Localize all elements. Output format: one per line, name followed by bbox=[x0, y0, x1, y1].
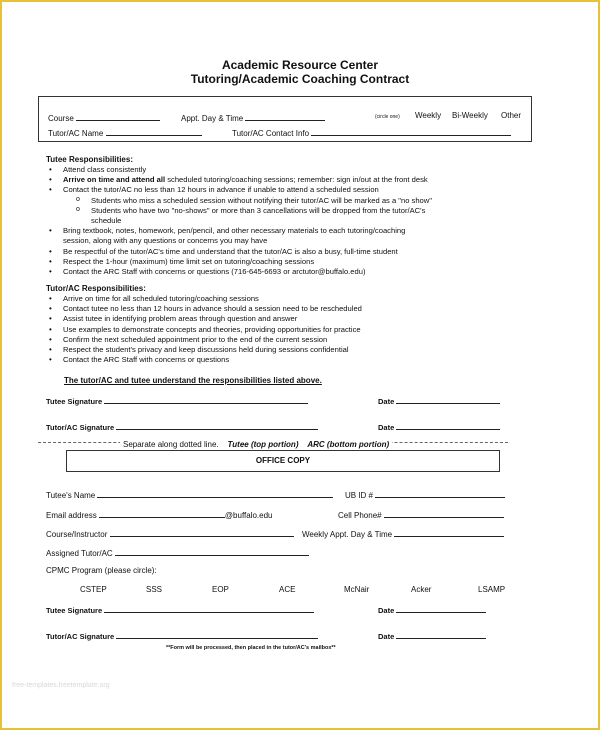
cell-phone-field[interactable]: Cell Phone# bbox=[338, 508, 504, 520]
office-tutee-signature-field[interactable]: Tutee Signature bbox=[46, 603, 314, 615]
list-item: o Students who have two "no-shows" or more than 3 cancellations will be dropped from the tutor/AC's bbox=[46, 206, 432, 216]
program-lsamp[interactable]: LSAMP bbox=[478, 585, 506, 594]
tutee-date-field[interactable]: Date bbox=[378, 394, 500, 406]
tutor-date-field[interactable]: Date bbox=[378, 420, 500, 432]
list-item: • Contact tutee no less than 12 hours in advance should a session need to be rescheduled bbox=[46, 304, 362, 314]
list-item: • Confirm the next scheduled appointment prior to the end of the current session bbox=[46, 335, 362, 345]
office-tutor-signature-line bbox=[116, 629, 318, 639]
list-item: • Respect the student's privacy and keep discussions held during sessions confidential bbox=[46, 345, 362, 355]
tutor-signature-field[interactable]: Tutor/AC Signature bbox=[46, 420, 318, 432]
list-item: • Contact the ARC Staff with concerns or questions (716-645-6693 or arctutor@buffalo.edu) bbox=[46, 267, 432, 277]
list-item: • Respect the 1-hour (maximum) time limit set on tutoring/coaching sessions bbox=[46, 257, 432, 267]
office-tutee-date-field[interactable]: Date bbox=[378, 603, 486, 615]
assigned-tutor-line bbox=[115, 546, 309, 556]
ub-id-line bbox=[375, 488, 505, 498]
program-mcnair[interactable]: McNair bbox=[344, 585, 370, 594]
list-item: • Arrive on time and attend all scheduled tutoring/coaching sessions; remember: sign in/out at the front desk bbox=[46, 175, 432, 185]
appt-field[interactable]: Appt. Day & Time bbox=[181, 111, 325, 123]
freq-weekly[interactable]: Weekly bbox=[415, 111, 442, 120]
assigned-tutor-field[interactable]: Assigned Tutor/AC bbox=[46, 546, 309, 558]
list-item: • Bring textbook, notes, homework, pen/pencil, and other necessary materials to each tutoring/coaching bbox=[46, 226, 432, 236]
course-info-box bbox=[38, 96, 532, 142]
list-item: • Assist tutee in identifying problem areas through question and answer bbox=[46, 314, 362, 324]
list-item: • Be respectful of the tutor/AC's time and understand that the tutor/AC is also a busy, full-time student bbox=[46, 247, 432, 257]
freq-biweekly[interactable]: Bi-Weekly bbox=[452, 111, 488, 120]
list-item: • Use examples to demonstrate concepts and theories, providing opportunities for practice bbox=[46, 325, 362, 335]
office-tutee-date-line bbox=[396, 603, 486, 613]
tutee-heading: Tutee Responsibilities: bbox=[46, 155, 133, 164]
list-item: • Contact the tutor/AC no less than 12 hours in advance if unable to attend a scheduled session bbox=[46, 185, 432, 195]
list-item: • Arrive on time for all scheduled tutoring/coaching sessions bbox=[46, 294, 362, 304]
list-item: o Students who miss a scheduled session without notifying their tutor/AC will be marked as a "no show" bbox=[46, 196, 432, 206]
appt-line bbox=[245, 111, 325, 121]
tutee-list bbox=[46, 165, 432, 277]
tutee-date-line bbox=[396, 394, 500, 404]
tutee-signature-field[interactable]: Tutee Signature bbox=[46, 394, 308, 406]
office-tutor-date-field[interactable]: Date bbox=[378, 629, 486, 641]
office-copy-box: OFFICE COPY bbox=[66, 450, 500, 472]
course-field[interactable]: Course bbox=[48, 111, 160, 123]
tutor-heading: Tutor/AC Responsibilities: bbox=[46, 284, 146, 293]
program-sss[interactable]: SSS bbox=[146, 585, 163, 594]
tutor-contact-line bbox=[311, 126, 511, 136]
cell-phone-line bbox=[384, 508, 504, 518]
email-field[interactable]: Email address @buffalo.edu bbox=[46, 508, 273, 520]
tutee-signature-line bbox=[104, 394, 308, 404]
weekly-appt-line bbox=[394, 527, 504, 537]
course-instructor-field[interactable]: Course/Instructor bbox=[46, 527, 294, 539]
tutee-name-line bbox=[97, 488, 333, 498]
tutor-name-field[interactable]: Tutor/AC Name bbox=[48, 126, 202, 138]
program-cstep[interactable]: CSTEP bbox=[80, 585, 107, 594]
email-line bbox=[99, 508, 225, 518]
office-tutor-signature-field[interactable]: Tutor/AC Signature bbox=[46, 629, 318, 641]
list-item: schedule bbox=[91, 216, 122, 226]
program-acker[interactable]: Acker bbox=[411, 585, 432, 594]
course-line bbox=[76, 111, 160, 121]
office-tutor-date-line bbox=[396, 629, 486, 639]
watermark: free-templates.freetemplate.org bbox=[12, 682, 110, 689]
separator-note: Separate along dotted line. Tutee (top portion) ARC (bottom portion) bbox=[120, 440, 392, 449]
list-item: • Contact the ARC Staff with concerns or questions bbox=[46, 355, 362, 365]
weekly-appt-field[interactable]: Weekly Appt. Day & Time bbox=[302, 527, 504, 539]
agreement-statement: The tutor/AC and tutee understand the responsibilities listed above. bbox=[64, 376, 322, 385]
circle-one-note: (circle one) bbox=[375, 114, 400, 120]
tutor-name-line bbox=[106, 126, 202, 136]
list-item: • Attend class consistently bbox=[46, 165, 432, 175]
tutor-list bbox=[46, 294, 362, 365]
tutor-contact-field[interactable]: Tutor/AC Contact Info bbox=[232, 126, 511, 138]
cpmc-label: CPMC Program (please circle): bbox=[46, 566, 157, 575]
header-line-1: Academic Resource Center bbox=[221, 58, 379, 72]
office-tutee-signature-line bbox=[104, 603, 314, 613]
course-instructor-line bbox=[110, 527, 294, 537]
program-eop[interactable]: EOP bbox=[212, 585, 229, 594]
tutor-date-line bbox=[396, 420, 500, 430]
footer-note: **Form will be processed, then placed in the tutor/AC's mailbox** bbox=[166, 645, 336, 651]
tutee-name-field[interactable]: Tutee's Name bbox=[46, 488, 333, 500]
freq-other[interactable]: Other bbox=[501, 111, 522, 120]
list-item: session, along with any questions or concerns you may have bbox=[63, 236, 268, 246]
tutor-signature-line bbox=[116, 420, 318, 430]
program-ace[interactable]: ACE bbox=[279, 585, 296, 594]
header-line-2: Tutoring/Academic Coaching Contract bbox=[190, 72, 410, 86]
ub-id-field[interactable]: UB ID # bbox=[345, 488, 505, 500]
